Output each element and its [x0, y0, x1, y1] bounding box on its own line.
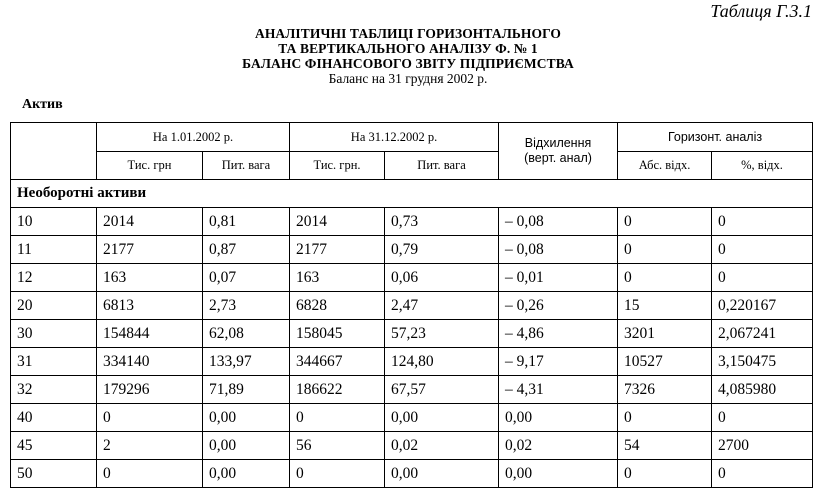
table-cell: 0,00 — [203, 460, 290, 488]
table-cell: 0,02 — [385, 432, 499, 460]
table-cell: 50 — [11, 460, 97, 488]
table-cell: 0 — [618, 460, 712, 488]
table-cell: 0 — [618, 236, 712, 264]
table-cell: 10527 — [618, 348, 712, 376]
table-row — [11, 320, 813, 348]
header-horizontal-analysis: Горизонт. аналіз — [618, 123, 813, 152]
table-cell: – 9,17 — [499, 348, 618, 376]
header-code-cell — [11, 123, 97, 180]
table-cell: 10 — [11, 208, 97, 236]
document-title — [0, 26, 816, 87]
table-body — [11, 208, 813, 488]
table-cell: 0,79 — [385, 236, 499, 264]
table-cell: 133,97 — [203, 348, 290, 376]
section-row — [11, 180, 813, 208]
title-line-2: ТА ВЕРТИКАЛЬНОГО АНАЛІЗУ Ф. № 1 — [278, 41, 538, 56]
table-cell: – 0,01 — [499, 264, 618, 292]
table-cell: 6813 — [97, 292, 203, 320]
table-cell: 179296 — [97, 376, 203, 404]
header-start-period: На 1.01.2002 р. — [97, 123, 290, 152]
table-cell: 0,00 — [203, 432, 290, 460]
table-cell: 56 — [290, 432, 385, 460]
table-cell: 0,00 — [203, 404, 290, 432]
subheader-cell: %, відх. — [712, 152, 813, 180]
subtitle: Баланс на 31 грудня 2002 р. — [328, 71, 488, 86]
table-cell: 0 — [290, 404, 385, 432]
table-cell: 62,08 — [203, 320, 290, 348]
table-cell: 0 — [712, 460, 813, 488]
section-label-aktyv: Актив — [22, 97, 63, 112]
table-cell: 3,150475 — [712, 348, 813, 376]
subheader-cell: Тис. грн. — [290, 152, 385, 180]
table-cell: 2,73 — [203, 292, 290, 320]
table-cell: 344667 — [290, 348, 385, 376]
subheader-cell: Пит. вага — [385, 152, 499, 180]
header-row-groups — [11, 123, 813, 152]
table-cell: 71,89 — [203, 376, 290, 404]
table-row — [11, 404, 813, 432]
header-deviation — [499, 123, 618, 180]
table-cell: 124,80 — [385, 348, 499, 376]
table-cell: 0,02 — [499, 432, 618, 460]
table-cell: 11 — [11, 236, 97, 264]
table-cell: 163 — [290, 264, 385, 292]
table-cell: 2014 — [97, 208, 203, 236]
table-cell: 334140 — [97, 348, 203, 376]
table-cell: 163 — [97, 264, 203, 292]
table-cell: 0,00 — [499, 404, 618, 432]
table-row — [11, 208, 813, 236]
table-cell: – 0,26 — [499, 292, 618, 320]
subheader-cell: Пит. вага — [203, 152, 290, 180]
title-line-1: АНАЛІТИЧНІ ТАБЛИЦІ ГОРИЗОНТАЛЬНОГО — [254, 26, 562, 41]
table-cell: – 0,08 — [499, 236, 618, 264]
table-cell: 0 — [97, 404, 203, 432]
table-cell: 186622 — [290, 376, 385, 404]
table-cell: 4,085980 — [712, 376, 813, 404]
table-cell: – 0,08 — [499, 208, 618, 236]
table-cell: 0 — [712, 404, 813, 432]
table-row — [11, 348, 813, 376]
header-row-columns — [11, 152, 813, 180]
table-cell: 20 — [11, 292, 97, 320]
table-cell: 45 — [11, 432, 97, 460]
table-cell: 57,23 — [385, 320, 499, 348]
table-cell: – 4,31 — [499, 376, 618, 404]
table-cell: 0 — [290, 460, 385, 488]
table-cell: 3201 — [618, 320, 712, 348]
section-title: Необоротні активи — [11, 180, 813, 208]
table-row — [11, 376, 813, 404]
table-cell: 32 — [11, 376, 97, 404]
table-cell: 30 — [11, 320, 97, 348]
table-row — [11, 236, 813, 264]
table-cell: 2700 — [712, 432, 813, 460]
table-row — [11, 460, 813, 488]
table-cell: 0,00 — [385, 460, 499, 488]
table-cell: 0,00 — [385, 404, 499, 432]
table-cell: 0 — [712, 208, 813, 236]
table-cell: 2177 — [290, 236, 385, 264]
table-cell: 154844 — [97, 320, 203, 348]
table-cell: 2 — [97, 432, 203, 460]
table-cell: 40 — [11, 404, 97, 432]
table-cell: 0,06 — [385, 264, 499, 292]
table-cell: 158045 — [290, 320, 385, 348]
title-line-3: БАЛАНС ФІНАНСОВОГО ЗВІТУ ПІДПРИЄМСТВА — [242, 56, 574, 71]
table-cell: 2177 — [97, 236, 203, 264]
table-cell: 0 — [618, 404, 712, 432]
table-cell: 15 — [618, 292, 712, 320]
table-row — [11, 292, 813, 320]
table-cell: 2014 — [290, 208, 385, 236]
table-cell: 0 — [97, 460, 203, 488]
balance-table — [10, 122, 813, 488]
table-cell: 0,73 — [385, 208, 499, 236]
table-row — [11, 432, 813, 460]
table-cell: 12 — [11, 264, 97, 292]
table-cell: 0,87 — [203, 236, 290, 264]
header-deviation-line2: (верт. анал) — [524, 151, 592, 165]
table-cell: 0,220167 — [712, 292, 813, 320]
subheader-cell: Тис. грн — [97, 152, 203, 180]
table-cell: 2,067241 — [712, 320, 813, 348]
table-cell: 6828 — [290, 292, 385, 320]
table-label: Таблиця Г.3.1 — [710, 1, 812, 21]
table-cell: 31 — [11, 348, 97, 376]
table-cell: 54 — [618, 432, 712, 460]
table-cell: 0,00 — [499, 460, 618, 488]
table-cell: 0,07 — [203, 264, 290, 292]
table-cell: – 4,86 — [499, 320, 618, 348]
header-end-period: На 31.12.2002 р. — [290, 123, 499, 152]
table-row — [11, 264, 813, 292]
table-cell: 2,47 — [385, 292, 499, 320]
table-cell: 7326 — [618, 376, 712, 404]
table-cell: 0 — [618, 208, 712, 236]
table-cell: 0 — [712, 236, 813, 264]
table-cell: 0 — [712, 264, 813, 292]
subheader-cell: Абс. відх. — [618, 152, 712, 180]
table-cell: 0 — [618, 264, 712, 292]
table-cell: 0,81 — [203, 208, 290, 236]
header-deviation-line1: Відхилення — [524, 136, 592, 150]
table-cell: 67,57 — [385, 376, 499, 404]
